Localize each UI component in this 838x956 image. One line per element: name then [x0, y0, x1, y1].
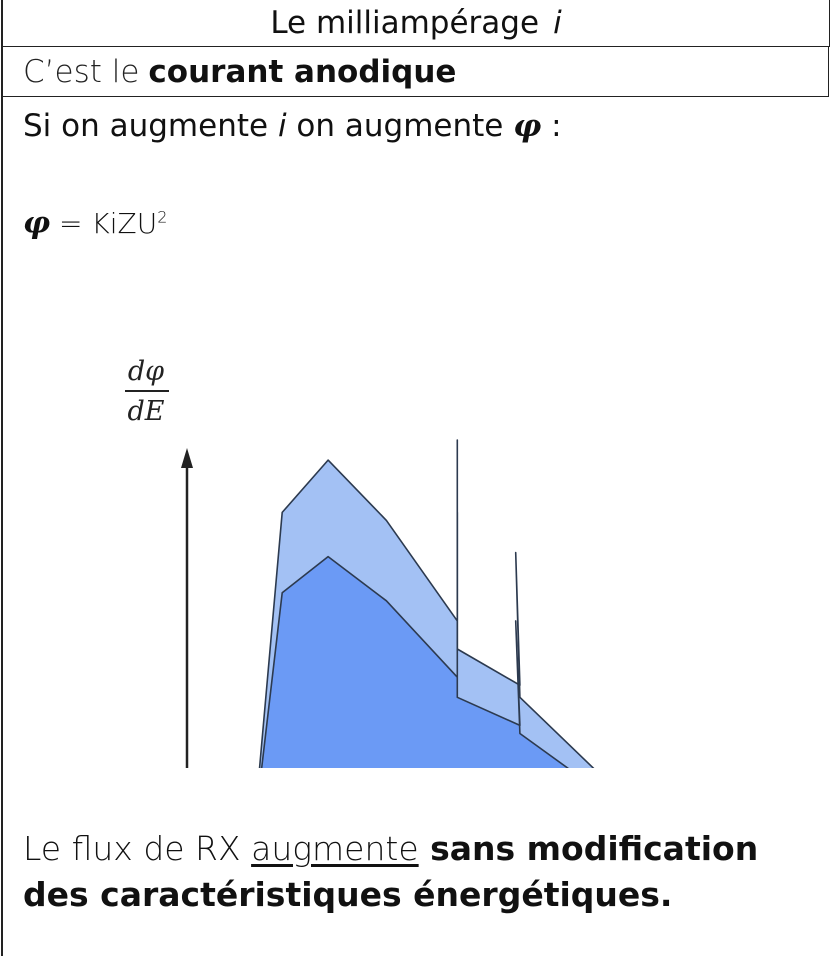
conclusion-underlined: augmente — [251, 829, 419, 868]
conclusion-text — [23, 826, 823, 918]
conclusion-part1: Le flux de RX — [23, 829, 252, 868]
formula-exponent: 2 — [157, 207, 168, 227]
statement-variable: i — [277, 108, 287, 144]
title-text: Le milliampérage — [270, 5, 540, 41]
definition-term: courant anodique — [148, 53, 457, 90]
table-frame — [1, 0, 838, 956]
y-axis-arrowhead — [181, 448, 193, 468]
increase-statement — [23, 108, 562, 144]
definition-row — [3, 47, 829, 97]
definition-prefix: C’est le — [23, 53, 140, 90]
conclusion-part2: sans modification des caractéristiques énergétiques. — [23, 829, 759, 914]
formula-rhs: = KiZU — [50, 207, 158, 240]
title-variable: i — [553, 5, 562, 41]
y-axis-label-top: dφ — [127, 356, 165, 387]
formula-lhs: φ — [23, 206, 51, 241]
flux-formula — [23, 206, 167, 241]
content-row — [3, 98, 838, 956]
spectrum-chart — [103, 328, 743, 768]
title-row — [3, 0, 830, 47]
statement-symbol: φ — [513, 108, 542, 144]
statement-part3: : — [541, 108, 562, 144]
y-axis-label-bottom: dE — [127, 396, 165, 427]
statement-part1: Si on augmente — [23, 108, 278, 144]
statement-part2: on augmente — [286, 108, 514, 144]
